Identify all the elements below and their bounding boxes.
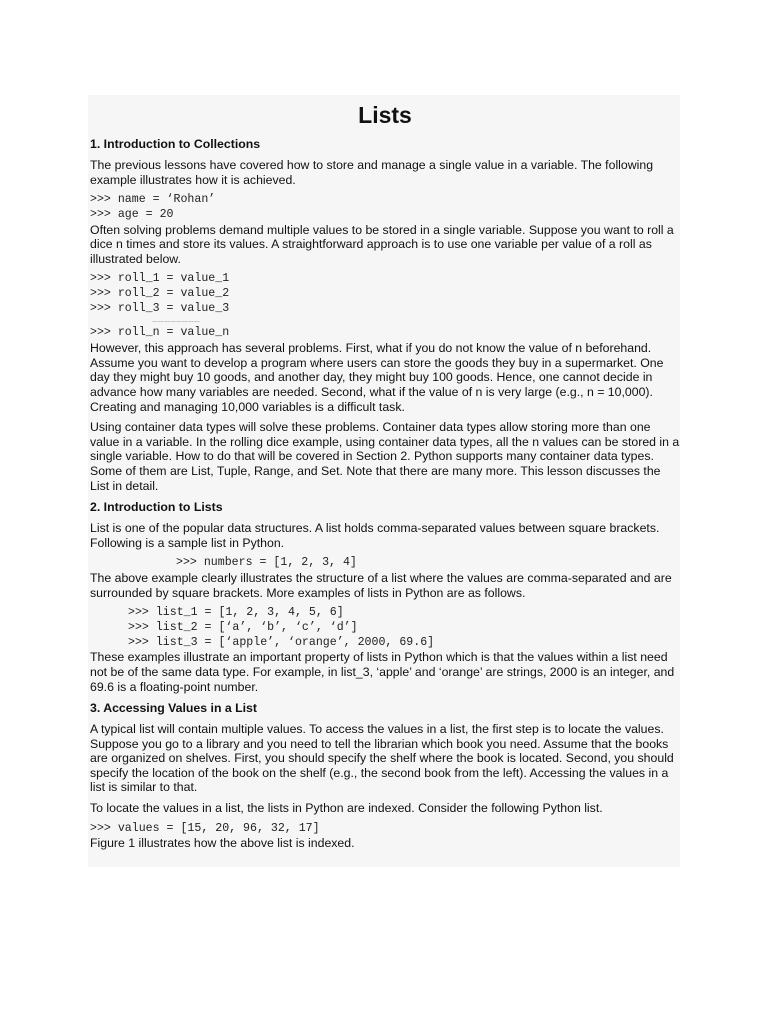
code-line: >>> numbers = [1, 2, 3, 4] (176, 556, 357, 570)
code-line: >>> age = 20 (90, 207, 174, 221)
section-heading: 2. Introduction to Lists (90, 500, 223, 515)
paragraph: However, this approach has several problems. First, what if you do not know the value of n beforehand. Assume you want to develop a program where users can store the goods they buy in a supermarket. One day they might buy 10 goods, and another day, they might buy 100 goods. Hence, one cannot decide in advance how many variables are needed. Second, what if the value of n is very large (e.g., n = 10,000). Creating and managing 10,000 variables is a difficult task. (90, 341, 664, 414)
paragraph: To locate the values in a list, the lists in Python are indexed. Consider the following Python list. (90, 801, 603, 816)
code-line: >>> values = [15, 20, 96, 32, 17] (90, 821, 320, 835)
paragraph: Figure 1 illustrates how the above list is indexed. (90, 836, 355, 851)
code-line: >>> roll_1 = value_1 (90, 272, 230, 286)
paragraph: A typical list will contain multiple values. To access the values in a list, the first step is to locate the values. Suppose you go to a library and you need to tell the librarian which book you need. Assume that the books are organized on shelves. First, you should specify the shelf where the book is located. Second, you should specify the location of the book on the shelf (e.g., the second book from the left). Accessing the values in a list is similar to that. (90, 722, 674, 795)
paragraph: Often solving problems demand multiple values to be stored in a single variable. Suppose you want to roll a dice n times and store its values. A straightforward approach is to use one variable per value of a roll as illustrated below. (90, 222, 674, 266)
paragraph: Using container data types will solve these problems. Container data types allow storing more than one value in a variable. In the rolling dice example, using container data types, all the n values can be stored in a single variable. How to do that will be covered in Section 2. Python supports many container data types. Some of them are List, Tuple, Range, and Set. Note that there are many more. This lesson discusses the List in detail. (90, 420, 680, 493)
paragraph: The previous lessons have covered how to store and manage a single value in a variable. The following example illustrates how it is achieved. (90, 158, 654, 187)
code-line: >>> list_2 = [‘a’, ‘b’, ‘c’, ‘d’] (128, 620, 358, 634)
code-line: >>> list_3 = [‘apple’, ‘orange’, 2000, 69.6] (128, 635, 435, 649)
code-line: >>> name = ‘Rohan’ (90, 193, 216, 207)
code-line: >>> roll_n = value_n (90, 326, 230, 340)
paragraph: The above example clearly illustrates the structure of a list where the values are comma-separated and are surrounded by square brackets. More examples of lists in Python are as follows. (90, 571, 672, 600)
paragraph: List is one of the popular data structures. A list holds comma-separated values between square brackets. Following is a sample list in Python. (90, 521, 660, 550)
document-content (90, 98, 680, 857)
section-heading: 3. Accessing Values in a List (90, 701, 257, 716)
code-line: >>> roll_2 = value_2 (90, 287, 230, 301)
paragraph: These examples illustrate an important property of lists in Python which is that the values within a list need not be of the same data type. For example, in list_3, ‘apple’ and ‘orange’ are strings, 2000 is an integer, and 69.6 is a floating-point number. (90, 650, 675, 694)
section-heading: 1. Introduction to Collections (90, 137, 261, 151)
page-title: Lists (358, 102, 412, 128)
code-line: >>> list_1 = [1, 2, 3, 4, 5, 6] (128, 606, 344, 620)
ellipsis-dots: …………………… (152, 318, 200, 325)
code-line: >>> roll_3 = value_3 (90, 301, 230, 315)
